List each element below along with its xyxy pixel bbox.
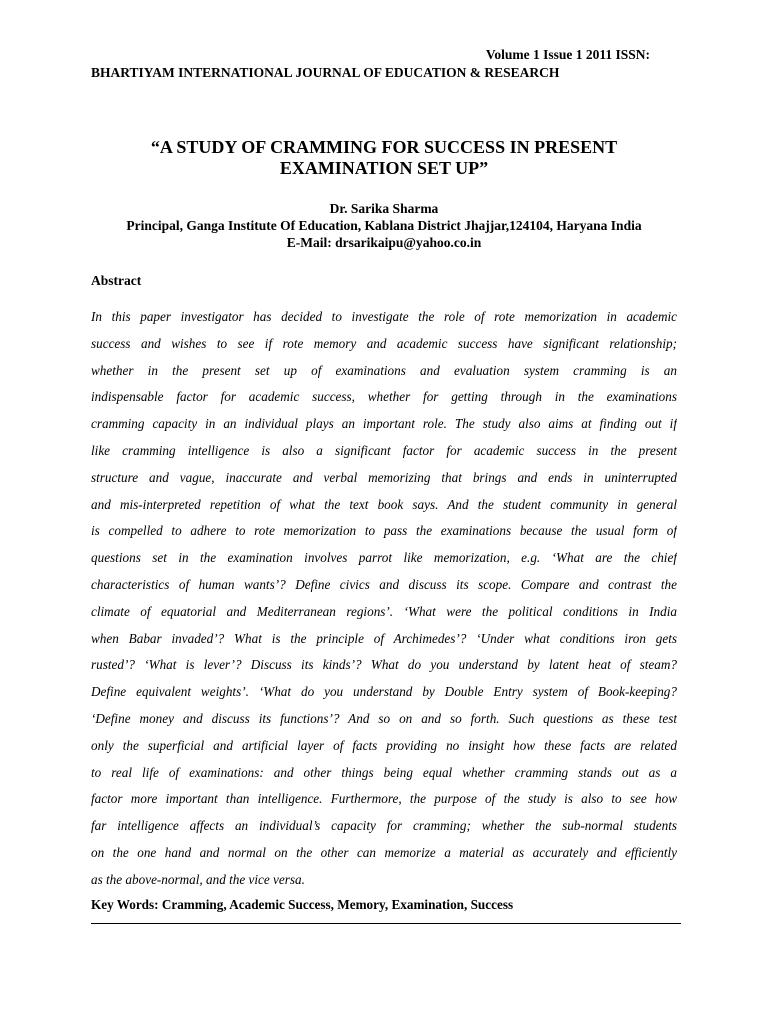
author-affiliation: Principal, Ganga Institute Of Education, Kablana District Jhajjar,124104, Haryana India — [126, 218, 642, 233]
author-name: Dr. Sarika Sharma — [329, 201, 439, 216]
abstract-line: climate of equatorial and Mediterranean regions’. ‘What were the political conditions in India — [91, 603, 677, 619]
horizontal-rule — [91, 923, 681, 924]
keywords-line: Key Words: Cramming, Academic Success, Memory, Examination, Success — [91, 897, 514, 912]
abstract-line: whether in the present set up of examinations and evaluation system cramming is an — [91, 362, 677, 378]
abstract-line: is compelled to adhere to rote memorization to pass the examinations because the usual form of — [91, 523, 677, 539]
title-line-2: EXAMINATION SET UP” — [279, 158, 489, 178]
author-email: E-Mail: drsarikaipu@yahoo.co.in — [286, 235, 482, 250]
abstract-line: and mis-interpreted repetition of what the text book says. And the student community in general — [91, 496, 677, 512]
abstract-line: characteristics of human wants’? Define civics and discuss its scope. Compare and contrast the — [91, 576, 677, 592]
abstract-line: rusted’? ‘What is lever’? Discuss its kinds’? What do you understand by latent heat of steam? — [91, 657, 677, 673]
volume-issue-line: Volume 1 Issue 1 2011 ISSN: — [485, 47, 650, 62]
abstract-line: as the above-normal, and the vice versa. — [91, 871, 305, 887]
abstract-line: only the superficial and artificial layer of facts providing no insight how these facts are related — [91, 737, 677, 753]
paper-title — [91, 137, 677, 179]
abstract-line: structure and vague, inaccurate and verbal memorizing that brings and ends in uninterrupted — [91, 469, 677, 485]
journal-name: BHARTIYAM INTERNATIONAL JOURNAL OF EDUCATION & RESEARCH — [91, 65, 560, 80]
abstract-line: questions set in the examination involves parrot like memorization, e.g. ‘What are the chief — [91, 550, 677, 566]
abstract-line: to real life of examinations: and other things being equal whether cramming stands out as a — [91, 764, 677, 780]
abstract-line: indispensable factor for academic success, whether for getting through in the examinations — [91, 389, 677, 405]
title-line-1: “A STUDY OF CRAMMING FOR SUCCESS IN PRESENT — [150, 137, 618, 157]
abstract-line: ‘Define money and discuss its functions’? And so on and so forth. Such questions as these test — [91, 710, 677, 726]
abstract-line: In this paper investigator has decided to investigate the role of rote memorization in academic — [91, 309, 677, 324]
abstract-body — [91, 308, 677, 898]
abstract-line: when Babar invaded’? What is the principle of Archimedes’? ‘Under what conditions iron gets — [91, 630, 677, 646]
abstract-line: cramming capacity in an individual plays an important role. The study also aims at finding out if — [91, 416, 677, 432]
abstract-line: Define equivalent weights’. ‘What do you understand by Double Entry system of Book-keeping? — [91, 684, 677, 700]
author-block — [80, 200, 688, 251]
abstract-line: far intelligence affects an individual’s capacity for cramming; whether the sub-normal students — [91, 818, 677, 834]
abstract-heading: Abstract — [91, 273, 142, 288]
abstract-line: success and wishes to see if rote memory and academic success have significant relationship; — [91, 335, 677, 351]
abstract-line: like cramming intelligence is also a significant factor for academic success in the present — [91, 442, 677, 458]
abstract-line: factor more important than intelligence. Furthermore, the purpose of the study is also to see how — [91, 791, 677, 807]
abstract-line: on the one hand and normal on the other can memorize a material as accurately and efficiently — [91, 844, 677, 860]
